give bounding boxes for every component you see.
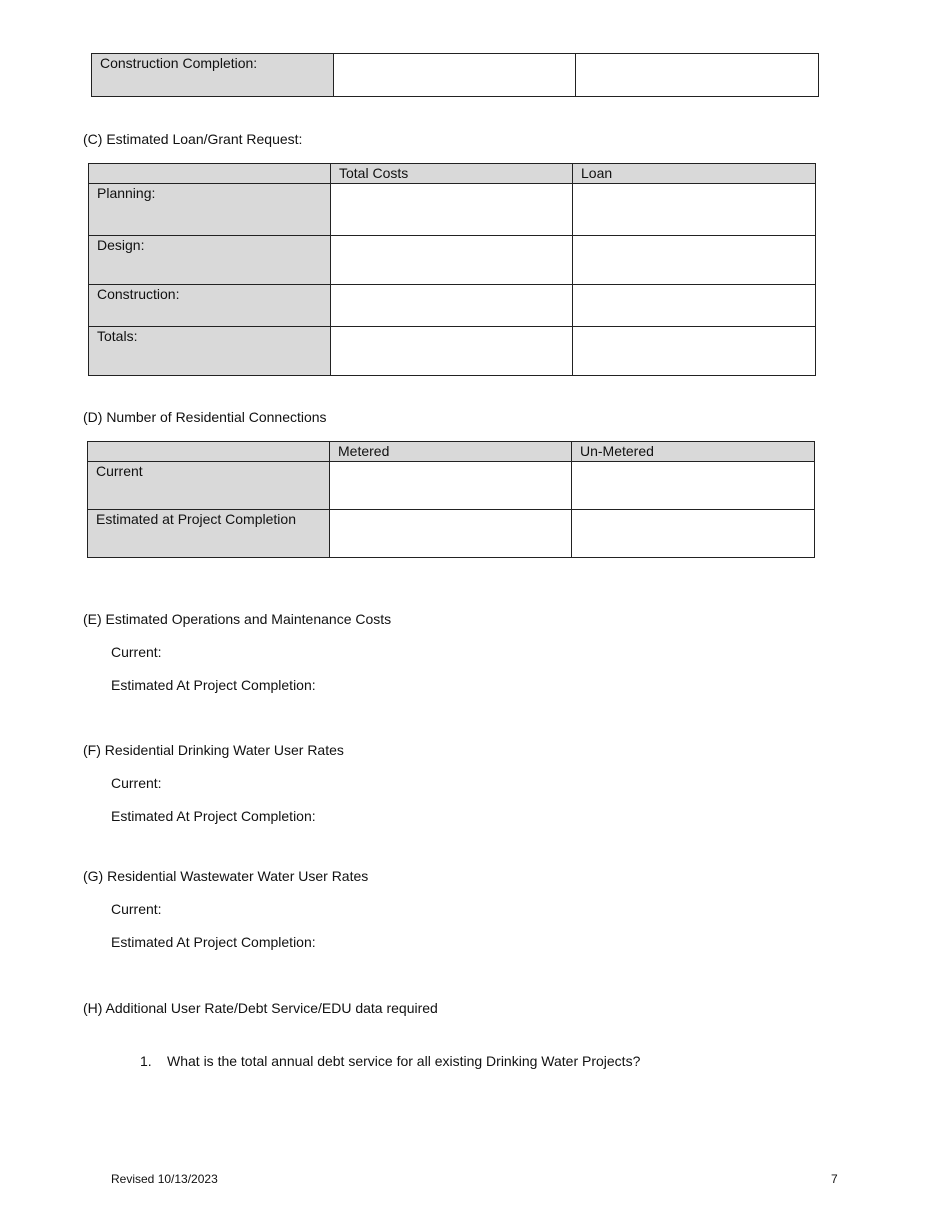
section-f-current-label: Current:	[111, 775, 162, 791]
table-header-unmetered: Un-Metered	[572, 442, 815, 462]
design-total-costs-cell[interactable]	[331, 236, 573, 285]
row-label-current: Current	[88, 462, 330, 510]
question-text: What is the total annual debt service for all existing Drinking Water Projects?	[167, 1053, 641, 1069]
section-f-heading: (F) Residential Drinking Water User Rates	[83, 742, 344, 758]
row-label-design: Design:	[89, 236, 331, 285]
section-d-heading: (D) Number of Residential Connections	[83, 409, 327, 425]
planning-loan-cell[interactable]	[573, 184, 816, 236]
table-header-loan: Loan	[573, 164, 816, 184]
revised-date: Revised 10/13/2023	[111, 1172, 218, 1186]
section-c-heading: (C) Estimated Loan/Grant Request:	[83, 131, 303, 147]
totals-loan-cell[interactable]	[573, 327, 816, 376]
construction-completion-cell[interactable]	[576, 54, 819, 97]
section-g-heading: (G) Residential Wastewater Water User Rates	[83, 868, 369, 884]
section-g-current-label: Current:	[111, 901, 162, 917]
construction-completion-table	[91, 53, 819, 97]
loan-grant-table	[88, 163, 816, 376]
table-header-metered: Metered	[330, 442, 572, 462]
row-label-construction: Construction:	[89, 285, 331, 327]
residential-connections-table	[87, 441, 815, 558]
row-label-totals: Totals:	[89, 327, 331, 376]
question-number: 1.	[140, 1053, 152, 1069]
table-header-total-costs: Total Costs	[331, 164, 573, 184]
section-h-heading: (H) Additional User Rate/Debt Service/EDU data required	[83, 1000, 438, 1016]
construction-completion-cell[interactable]	[334, 54, 576, 97]
section-f-estimated-label: Estimated At Project Completion:	[111, 808, 316, 824]
section-e-current-label: Current:	[111, 644, 162, 660]
page-number: 7	[831, 1172, 838, 1186]
design-loan-cell[interactable]	[573, 236, 816, 285]
table-header-empty	[89, 164, 331, 184]
estimated-unmetered-cell[interactable]	[572, 510, 815, 558]
row-label-planning: Planning:	[89, 184, 331, 236]
row-label-estimated-completion: Estimated at Project Completion	[88, 510, 330, 558]
planning-total-costs-cell[interactable]	[331, 184, 573, 236]
totals-total-costs-cell[interactable]	[331, 327, 573, 376]
section-g-estimated-label: Estimated At Project Completion:	[111, 934, 316, 950]
construction-total-costs-cell[interactable]	[331, 285, 573, 327]
construction-loan-cell[interactable]	[573, 285, 816, 327]
current-metered-cell[interactable]	[330, 462, 572, 510]
table-header-empty	[88, 442, 330, 462]
estimated-metered-cell[interactable]	[330, 510, 572, 558]
current-unmetered-cell[interactable]	[572, 462, 815, 510]
section-e-heading: (E) Estimated Operations and Maintenance Costs	[83, 611, 392, 627]
construction-completion-label: Construction Completion:	[92, 54, 334, 97]
section-e-estimated-label: Estimated At Project Completion:	[111, 677, 316, 693]
